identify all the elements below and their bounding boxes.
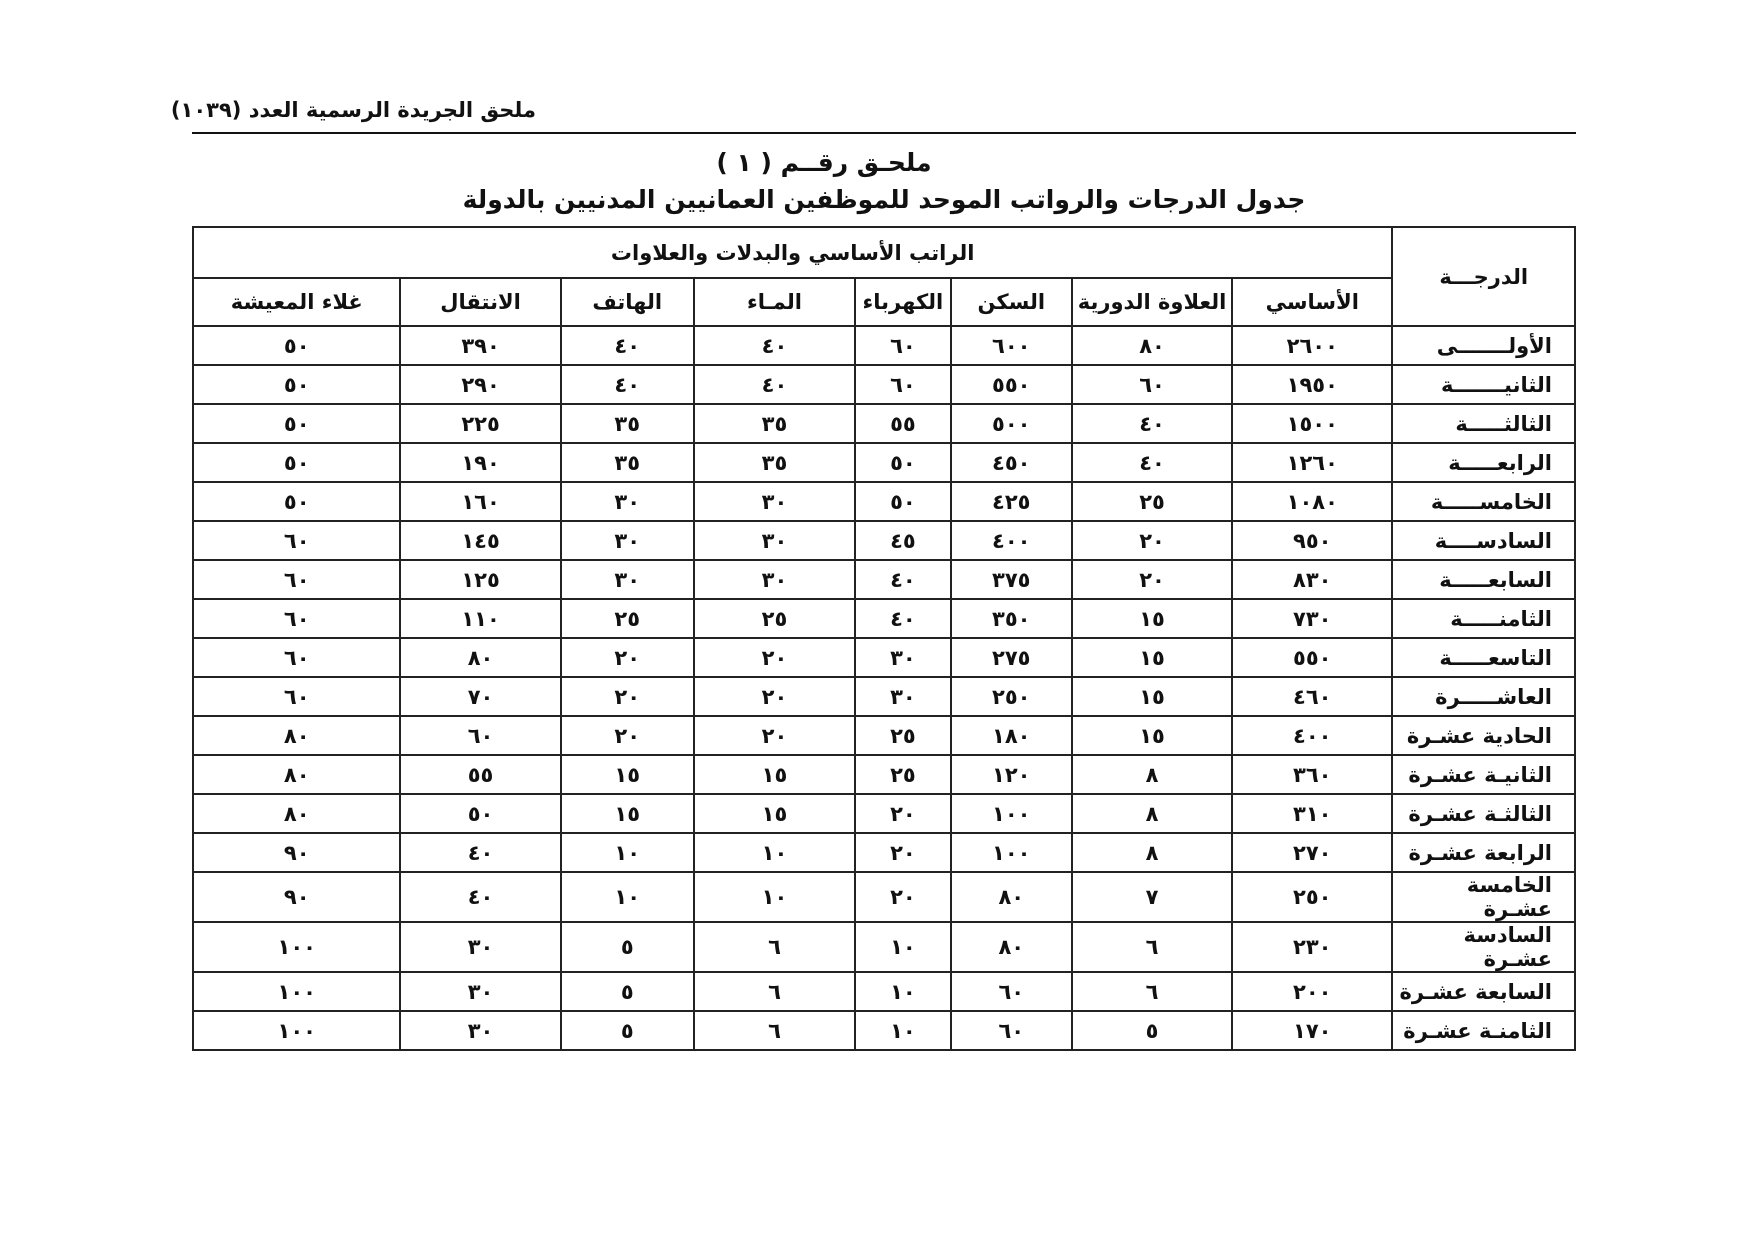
value-cell: ٢٠: [561, 638, 694, 677]
grade-column-header: الدرجـــة: [1392, 227, 1575, 326]
value-cell: ٢٣٠: [1232, 922, 1392, 972]
value-cell: ٥: [1072, 1011, 1232, 1050]
value-cell: ٦٠٠: [951, 326, 1072, 365]
value-cell: ٨٠: [1072, 326, 1232, 365]
table-row: [193, 443, 1575, 482]
value-cell: ٤٠: [855, 599, 950, 638]
table-row: [193, 794, 1575, 833]
value-cell: ٢٥٠: [951, 677, 1072, 716]
value-cell: ١٠: [694, 833, 855, 872]
value-cell: ٢٦٠٠: [1232, 326, 1392, 365]
salary-table: [192, 226, 1576, 1051]
value-cell: ٥٠: [855, 482, 950, 521]
value-cell: ٢٩٠: [400, 365, 560, 404]
value-cell: ٤٥: [855, 521, 950, 560]
value-cell: ١٥٠٠: [1232, 404, 1392, 443]
value-cell: ٣٠: [400, 1011, 560, 1050]
header-row-columns: [193, 278, 1575, 326]
value-cell: ١٩٠: [400, 443, 560, 482]
table-row: [193, 482, 1575, 521]
grade-cell: الثالثـــــة: [1392, 404, 1575, 443]
value-cell: ٣٠: [400, 922, 560, 972]
value-cell: ٣٧٥: [951, 560, 1072, 599]
table-row: [193, 972, 1575, 1011]
value-cell: ١٠: [561, 872, 694, 922]
value-cell: ٣٠: [400, 972, 560, 1011]
value-cell: ١٠: [694, 872, 855, 922]
value-cell: ٣٩٠: [400, 326, 560, 365]
grade-cell: التاسعـــــة: [1392, 638, 1575, 677]
column-header-electricity: الكهرباء: [855, 278, 950, 326]
grade-cell: الحادية عشـرة: [1392, 716, 1575, 755]
value-cell: ١٤٥: [400, 521, 560, 560]
value-cell: ١٠٨٠: [1232, 482, 1392, 521]
value-cell: ٥٠: [400, 794, 560, 833]
value-cell: ٥٠: [193, 482, 400, 521]
value-cell: ١٢٥: [400, 560, 560, 599]
grade-cell: الثالثـة عشـرة: [1392, 794, 1575, 833]
grade-cell: العاشـــــرة: [1392, 677, 1575, 716]
value-cell: ٦: [1072, 922, 1232, 972]
value-cell: ٥: [561, 922, 694, 972]
value-cell: ٦٠: [193, 560, 400, 599]
value-cell: ٦: [694, 922, 855, 972]
value-cell: ٦٠: [193, 638, 400, 677]
value-cell: ٤٦٠: [1232, 677, 1392, 716]
value-cell: ٨٠: [951, 872, 1072, 922]
salary-table-body: [193, 326, 1575, 1050]
grade-cell: السادسة عشـرة: [1392, 922, 1575, 972]
value-cell: ٤٠: [855, 560, 950, 599]
value-cell: ٣٥: [561, 443, 694, 482]
table-row: [193, 326, 1575, 365]
value-cell: ٦٠: [193, 521, 400, 560]
value-cell: ٢٥: [855, 755, 950, 794]
value-cell: ٢٥: [855, 716, 950, 755]
value-cell: ٣٥: [694, 404, 855, 443]
table-row: [193, 872, 1575, 922]
column-header-housing: السكن: [951, 278, 1072, 326]
value-cell: ٦: [1072, 972, 1232, 1011]
value-cell: ٢٠: [694, 716, 855, 755]
grade-cell: الخامسة عشـرة: [1392, 872, 1575, 922]
value-cell: ٦: [694, 972, 855, 1011]
grade-cell: الثانيـــــــة: [1392, 365, 1575, 404]
value-cell: ١٠: [561, 833, 694, 872]
grade-cell: الثانيـة عشـرة: [1392, 755, 1575, 794]
column-header-transport: الانتقال: [400, 278, 560, 326]
value-cell: ٤٠: [400, 833, 560, 872]
value-cell: ٢٠: [1072, 521, 1232, 560]
value-cell: ٣٠: [694, 560, 855, 599]
value-cell: ٢٠: [1072, 560, 1232, 599]
table-title: جدول الدرجات والرواتب الموحد للموظفين العمانيين المدنيين بالدولة: [462, 185, 1306, 214]
grade-cell: الخامســـــة: [1392, 482, 1575, 521]
value-cell: ٧٠: [400, 677, 560, 716]
grade-cell: الرابعة عشـرة: [1392, 833, 1575, 872]
value-cell: ٩٠: [193, 833, 400, 872]
value-cell: ٢٠: [561, 716, 694, 755]
table-row: [193, 716, 1575, 755]
value-cell: ١٠٠: [193, 972, 400, 1011]
value-cell: ٤٢٥: [951, 482, 1072, 521]
value-cell: ١٥: [561, 755, 694, 794]
value-cell: ١٠: [855, 922, 950, 972]
value-cell: ٣٥: [694, 443, 855, 482]
table-row: [193, 833, 1575, 872]
value-cell: ٨٠: [193, 794, 400, 833]
value-cell: ١٥: [1072, 599, 1232, 638]
value-cell: ٩٥٠: [1232, 521, 1392, 560]
value-cell: ١٩٥٠: [1232, 365, 1392, 404]
table-row: [193, 599, 1575, 638]
value-cell: ١٥: [694, 755, 855, 794]
value-cell: ١٦٠: [400, 482, 560, 521]
value-cell: ١٠: [855, 1011, 950, 1050]
value-cell: ٥٥: [855, 404, 950, 443]
value-cell: ٢٥: [694, 599, 855, 638]
value-cell: ٨٠: [193, 716, 400, 755]
title-block: [192, 145, 1576, 219]
value-cell: ٤٠: [561, 326, 694, 365]
value-cell: ٧: [1072, 872, 1232, 922]
value-cell: ٦٠: [855, 326, 950, 365]
table-row: [193, 922, 1575, 972]
column-header-water: المـاء: [694, 278, 855, 326]
value-cell: ٨٠: [193, 755, 400, 794]
value-cell: ٣٠: [561, 521, 694, 560]
value-cell: ٨: [1072, 794, 1232, 833]
column-header-basic: الأساسي: [1232, 278, 1392, 326]
value-cell: ٢٠٠: [1232, 972, 1392, 1011]
value-cell: ٥٥٠: [1232, 638, 1392, 677]
value-cell: ٤٥٠: [951, 443, 1072, 482]
value-cell: ٢٥: [561, 599, 694, 638]
value-cell: ١٠٠: [193, 1011, 400, 1050]
grade-cell: السابعة عشـرة: [1392, 972, 1575, 1011]
value-cell: ١٥: [1072, 638, 1232, 677]
column-header-cost-of-living: غلاء المعيشة: [193, 278, 400, 326]
table-row: [193, 755, 1575, 794]
value-cell: ٣٥: [561, 404, 694, 443]
value-cell: ١٢٦٠: [1232, 443, 1392, 482]
value-cell: ٤٠: [400, 872, 560, 922]
table-row: [193, 365, 1575, 404]
value-cell: ٢٧٥: [951, 638, 1072, 677]
value-cell: ١٥: [561, 794, 694, 833]
value-cell: ٣٠: [855, 638, 950, 677]
value-cell: ١١٠: [400, 599, 560, 638]
grade-cell: السابعـــــة: [1392, 560, 1575, 599]
grade-cell: الثامنـة عشـرة: [1392, 1011, 1575, 1050]
value-cell: ٥٠: [193, 443, 400, 482]
value-cell: ٣٠: [694, 521, 855, 560]
value-cell: ٥٠: [855, 443, 950, 482]
value-cell: ٢٠: [855, 872, 950, 922]
running-title: ملحق الجريدة الرسمية العدد (١٠٣٩): [170, 98, 536, 122]
table-row: [193, 677, 1575, 716]
value-cell: ٣٥٠: [951, 599, 1072, 638]
value-cell: ٦٠: [855, 365, 950, 404]
value-cell: ٥: [561, 972, 694, 1011]
value-cell: ٦٠: [1072, 365, 1232, 404]
value-cell: ١٠٠: [193, 922, 400, 972]
column-header-periodic-increment: العلاوة الدورية: [1072, 278, 1232, 326]
header-row-group: [193, 227, 1575, 278]
value-cell: ٣٦٠: [1232, 755, 1392, 794]
value-cell: ١٠٠: [951, 794, 1072, 833]
value-cell: ٢٥: [1072, 482, 1232, 521]
value-cell: ٤٠: [694, 326, 855, 365]
table-row: [193, 404, 1575, 443]
value-cell: ٢٠: [855, 794, 950, 833]
value-cell: ١٧٠: [1232, 1011, 1392, 1050]
value-cell: ١٢٠: [951, 755, 1072, 794]
page-header: [170, 92, 1576, 134]
value-cell: ٩٠: [193, 872, 400, 922]
value-cell: ٢٠: [561, 677, 694, 716]
value-cell: ٣٠: [694, 482, 855, 521]
column-header-telephone: الهاتف: [561, 278, 694, 326]
value-cell: ٣٠: [855, 677, 950, 716]
value-cell: ٤٠٠: [951, 521, 1072, 560]
grade-cell: السادســــة: [1392, 521, 1575, 560]
table-row: [193, 521, 1575, 560]
value-cell: ٥٥٠: [951, 365, 1072, 404]
value-cell: ٦٠: [400, 716, 560, 755]
value-cell: ١٥: [1072, 716, 1232, 755]
value-cell: ٥٠: [193, 365, 400, 404]
value-cell: ٥: [561, 1011, 694, 1050]
grade-cell: الأولـــــــى: [1392, 326, 1575, 365]
value-cell: ٦٠: [951, 1011, 1072, 1050]
table-row: [193, 1011, 1575, 1050]
value-cell: ١٥: [1072, 677, 1232, 716]
value-cell: ٥٠٠: [951, 404, 1072, 443]
value-cell: ٨٠: [951, 922, 1072, 972]
value-cell: ٧٣٠: [1232, 599, 1392, 638]
table-row: [193, 638, 1575, 677]
value-cell: ١٠: [855, 972, 950, 1011]
grade-cell: الرابعـــــة: [1392, 443, 1575, 482]
value-cell: ٥٥: [400, 755, 560, 794]
value-cell: ٨٣٠: [1232, 560, 1392, 599]
value-cell: ٦٠: [193, 599, 400, 638]
value-cell: ٦٠: [193, 677, 400, 716]
value-cell: ٦: [694, 1011, 855, 1050]
salary-group-header: الراتب الأساسي والبدلات والعلاوات: [193, 227, 1392, 278]
value-cell: ٤٠: [1072, 404, 1232, 443]
value-cell: ٣٠: [561, 482, 694, 521]
value-cell: ٨: [1072, 833, 1232, 872]
value-cell: ١٠٠: [951, 833, 1072, 872]
value-cell: ٥٠: [193, 404, 400, 443]
value-cell: ٤٠٠: [1232, 716, 1392, 755]
value-cell: ١٥: [694, 794, 855, 833]
value-cell: ٢٠: [855, 833, 950, 872]
value-cell: ٣٠: [561, 560, 694, 599]
value-cell: ٢٥٠: [1232, 872, 1392, 922]
value-cell: ٥٠: [193, 326, 400, 365]
value-cell: ٢٧٠: [1232, 833, 1392, 872]
value-cell: ٣١٠: [1232, 794, 1392, 833]
value-cell: ١٨٠: [951, 716, 1072, 755]
value-cell: ٢٠: [694, 638, 855, 677]
value-cell: ٢٠: [694, 677, 855, 716]
value-cell: ٤٠: [561, 365, 694, 404]
value-cell: ٤٠: [1072, 443, 1232, 482]
annex-title: ملحـق رقــم ( ١ ): [716, 148, 932, 177]
value-cell: ٤٠: [694, 365, 855, 404]
table-row: [193, 560, 1575, 599]
grade-cell: الثامنـــــة: [1392, 599, 1575, 638]
value-cell: ٨٠: [400, 638, 560, 677]
value-cell: ٨: [1072, 755, 1232, 794]
value-cell: ٢٢٥: [400, 404, 560, 443]
value-cell: ٦٠: [951, 972, 1072, 1011]
